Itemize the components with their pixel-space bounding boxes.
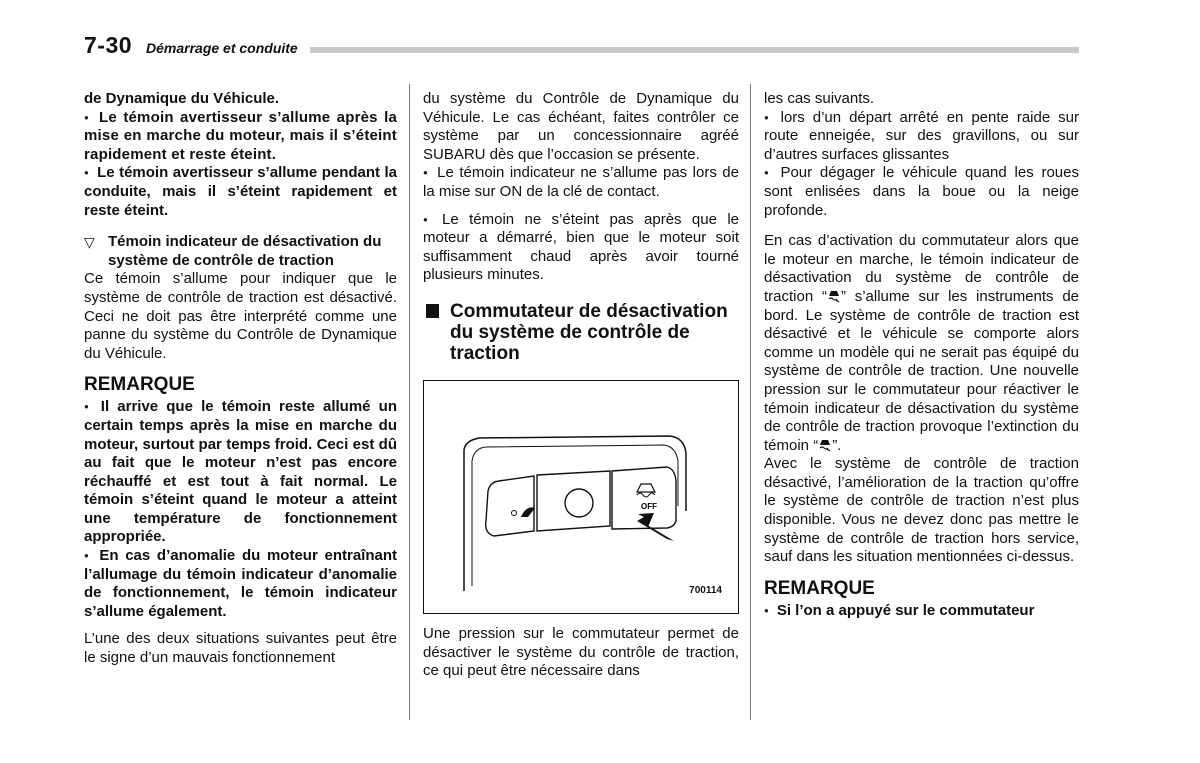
paragraph: Avec le système de contrôle de traction désactivé, l’amélioration de la traction qu’offre le système de contrôle de traction n’est plus disponible. Vous ne devez donc pas mettre le système de contrôle de traction hors service, sauf dans les situation mentionnées ci-dessus.	[764, 455, 1079, 566]
list-item: ● Le témoin ne s’éteint pas après que le moteur a démarré, bien que le moteur soit suffisamment chaud après avoir tourné plusieurs minutes.	[423, 211, 739, 285]
paragraph: du système du Contrôle de Dynamique du Véhicule. Le cas échéant, faites contrôler ce système par un concessionnaire agréé SUBARU dès que l’occasion se présente.	[423, 90, 739, 163]
header-rule	[310, 47, 1079, 53]
figure-code: 700114	[689, 585, 722, 597]
text-run: ” s’allume sur les instruments de bord. Le système de contrôle de traction est désactivé et le véhicule se comporte alors comme un modèle qui ne serait pas équipé du système de contrôle de traction. Une nouvelle pression sur le commutateur pour réactiver le témoin indicateur de désactivation du système de contrôle de traction provoque l’extinction du témoin “	[764, 287, 1079, 454]
remarque-heading: REMARQUE	[764, 577, 875, 599]
column-middle	[423, 90, 739, 681]
section-heading-text: Commutateur de désactivation du système de contrôle de traction	[450, 300, 728, 364]
subheading	[84, 233, 397, 270]
list-item: ● Il arrive que le témoin reste allumé un certain temps après la mise en marche du moteur, surtout par temps froid. Ceci est dû au fait que le moteur n’est pas encore réchauffé et est tout à fait normal. Le témoin s’éteint quand le moteur a atteint une température de fonctionnement appropriée.	[84, 398, 397, 547]
page-number: 7-30	[84, 32, 133, 58]
column-right	[764, 90, 1079, 620]
column-divider	[409, 84, 410, 720]
traction-off-indicator-icon	[827, 289, 841, 303]
page-header	[84, 34, 1079, 56]
list-item: ● En cas d’anomalie du moteur entraînant l’allumage du témoin indicateur d’anomalie de fonctionnement, le témoin indicateur s’allume également.	[84, 547, 397, 621]
list-item: ● Pour dégager le véhicule quand les roues sont enlisées dans la boue ou la neige profonde.	[764, 164, 1079, 220]
figure-caption: Une pression sur le commutateur permet de désactiver le système du contrôle de traction, ce qui peut être nécessaire dans	[423, 624, 739, 680]
text-run: En cas d’activation du commutateur alors que le moteur en marche, le témoin indicateur de désactivation du système de contrôle de traction “	[764, 232, 1079, 305]
remarque-heading: REMARQUE	[84, 374, 195, 396]
paragraph	[764, 232, 1079, 455]
list-item: ● Le témoin avertisseur s’allume après la mise en marche du moteur, mais il s’éteint rapidement et reste éteint.	[84, 109, 397, 165]
text-run: ”.	[832, 436, 842, 454]
traction-switch-illustration	[424, 381, 738, 613]
list-item: ● Si l’on a appuyé sur le commutateur	[764, 602, 1079, 621]
switch-off-label: OFF	[641, 501, 657, 511]
section-title: Démarrage et conduite	[146, 40, 298, 56]
paragraph: les cas suivants.	[764, 90, 875, 107]
paragraph: L’une des deux situations suivantes peut être le signe d’un mauvais fonctionnement	[84, 630, 397, 667]
list-item: ● lors d’un départ arrêté en pente raide sur route enneigée, sur des gravillons, ou sur d’autres surfaces glissantes	[764, 109, 1079, 165]
continued-text: de Dynamique du Véhicule.	[84, 90, 280, 107]
column-left	[84, 90, 397, 668]
traction-off-indicator-icon	[818, 438, 832, 452]
triangle-icon: ▽	[84, 234, 95, 251]
paragraph: Ce témoin s’allume pour indiquer que le système de contrôle de traction est désactivé. Ceci ne doit pas être interprété comme une panne du système du Contrôle de Dynamique du Véhicule.	[84, 270, 397, 362]
square-bullet-icon	[426, 304, 439, 318]
section-heading	[423, 301, 739, 364]
subheading-text: Témoin indicateur de désactivation du système de contrôle de traction	[108, 233, 382, 269]
list-item: ● Le témoin avertisseur s’allume pendant la conduite, mais il s’éteint rapidement et reste éteint.	[84, 164, 397, 220]
list-item: ● Le témoin indicateur ne s’allume pas lors de la mise sur ON de la clé de contact.	[423, 164, 739, 201]
column-divider	[750, 84, 751, 720]
switch-figure	[423, 380, 739, 614]
